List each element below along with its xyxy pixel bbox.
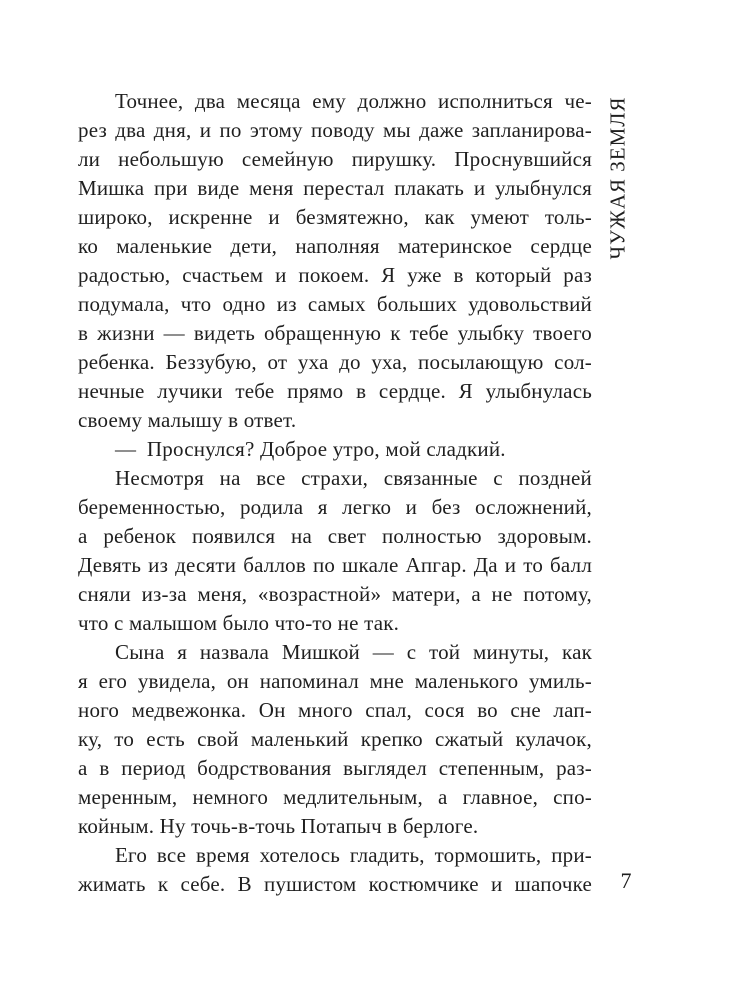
text-line: сняли из-за меня, «возрастной» матери, а не потому,: [78, 582, 592, 606]
side-margin-title: ЧУЖАЯ ЗЕМЛЯ: [605, 96, 630, 260]
text-line: жимать к себе. В пушистом костюмчике и шапочке: [78, 872, 592, 896]
text-line: койным. Ну точь-в-точь Потапыч в берлоге.: [78, 814, 479, 838]
text-line: а ребенок появился на свет полностью здоровым.: [78, 524, 592, 548]
text-block: [78, 87, 592, 899]
page-number: 7: [620, 868, 632, 893]
paragraph: [78, 464, 592, 638]
text-line: нечные лучики тебе прямо в сердце. Я улыбнулась: [78, 379, 592, 403]
text-line: подумала, что одно из самых больших удовольствий: [78, 292, 592, 316]
text-line: беременностью, родила я легко и без осложнений,: [78, 495, 592, 519]
text-line: ребенка. Беззубую, от уха до уха, посылающую сол-: [78, 350, 592, 374]
text-line: я его увидела, он напоминал мне маленького умиль-: [78, 669, 592, 693]
paragraph: [78, 87, 592, 435]
text-line: меренным, немного медлительным, а главное, спо-: [78, 785, 592, 809]
text-line: своему малышу в ответ.: [78, 408, 297, 432]
text-line: радостью, счастьем и покоем. Я уже в который раз: [78, 263, 592, 287]
text-line: широко, искренне и безмятежно, как умеют толь-: [78, 205, 592, 229]
text-line: что с малышом было что-то не так.: [78, 611, 400, 635]
text-line: Сына я назвала Мишкой — с той минуты, как: [115, 640, 592, 664]
paragraph: [78, 638, 592, 841]
text-line: Несмотря на все страхи, связанные с поздней: [115, 466, 592, 490]
paragraph: [78, 435, 592, 464]
text-line: — Проснулся? Доброе утро, мой сладкий.: [115, 437, 506, 461]
text-line: Его все время хотелось гладить, тормошить, при-: [115, 843, 592, 867]
text-line: ли небольшую семейную пирушку. Проснувшийся: [78, 147, 592, 171]
text-line: Девять из десяти баллов по шкале Апгар. Да и то балл: [78, 553, 592, 577]
text-line: Точнее, два месяца ему должно исполниться че-: [115, 89, 592, 113]
paragraph: [78, 841, 592, 899]
text-line: ного медвежонка. Он много спал, сося во сне лап-: [78, 698, 592, 722]
text-line: ко маленькие дети, наполняя материнское сердце: [78, 234, 592, 258]
text-line: Мишка при виде меня перестал плакать и улыбнулся: [78, 176, 592, 200]
text-line: рез два дня, и по этому поводу мы даже запланирова-: [78, 118, 592, 142]
text-line: ку, то есть свой маленький крепко сжатый кулачок,: [78, 727, 592, 751]
text-line: в жизни — видеть обращенную к тебе улыбку твоего: [78, 321, 592, 345]
text-line: а в период бодрствования выглядел степенным, раз-: [78, 756, 592, 780]
